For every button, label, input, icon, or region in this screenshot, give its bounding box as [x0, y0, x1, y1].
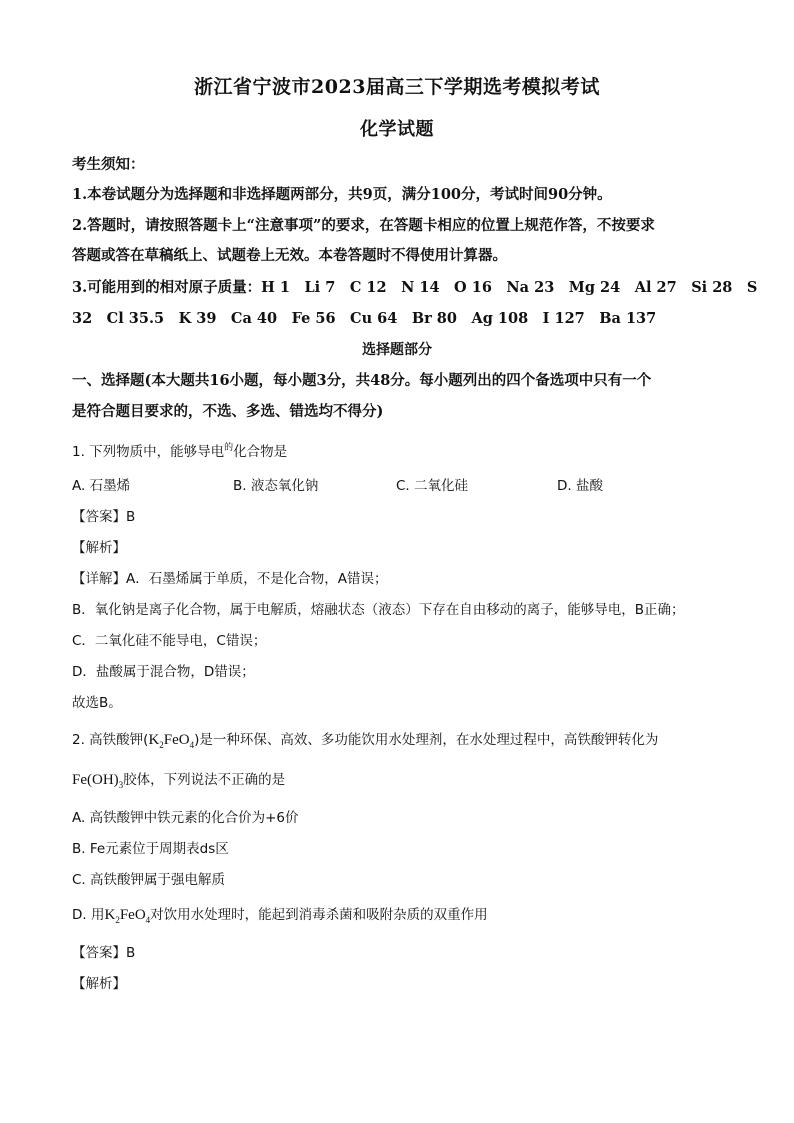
formula-feo-subscript: 4: [189, 740, 195, 750]
notice-heading: 考生须知：: [72, 156, 145, 173]
q2-option-d-part-b: 对饮用水处理时，能起到消毒杀菌和吸附杂质的双重作用: [150, 907, 488, 923]
exam-subtitle: 化学试题: [360, 119, 434, 140]
q2-analysis-label: 【解析】: [72, 976, 126, 992]
q1-option-b: B. 液态氧化钠: [233, 478, 319, 494]
q2-option-d: [72, 903, 488, 925]
notice-line-3: 答题或答在草稿纸上、试题卷上无效。本卷答题时不得使用计算器。: [72, 247, 507, 264]
formula-feoh-subscript: 3: [118, 780, 124, 790]
formula-k-subscript-d: 2: [115, 915, 120, 925]
q2-formula-feoh3: [72, 772, 123, 788]
q2-stem-line-1: [72, 728, 658, 750]
q2-formula-k2feo4: [148, 732, 194, 748]
formula-feo-subscript-d: 4: [145, 915, 151, 925]
formula-feoh: Fe(OH): [72, 772, 119, 788]
q1-stem-part-b: 化合物是: [233, 444, 288, 460]
q1-analysis-label: 【解析】: [72, 540, 126, 556]
part1-instruction-line-1: 一、选择题(本大题共16小题，每小题3分，共48分。每小题列出的四个备选项中只有一个: [72, 372, 652, 389]
q1-explanation-1: 【详解】A．石墨烯属于单质，不是化合物，A错误；: [72, 571, 388, 587]
q2-stem-part-a: 2. 高铁酸钾(: [72, 732, 149, 748]
q2-option-c: C. 高铁酸钾属于强电解质: [72, 872, 226, 888]
q2-stem-part-b: )是一种环保、高效、多功能饮用水处理剂，在水处理过程中，高铁酸钾转化为: [194, 732, 659, 748]
exam-title: 浙江省宁波市2023届高三下学期选考模拟考试: [194, 76, 600, 98]
q1-stem-superscript: 的: [224, 443, 234, 453]
formula-k-d: K: [104, 907, 116, 923]
q2-option-d-part-a: D. 用: [72, 907, 105, 923]
q2-stem-part-c: 胶体，下列说法不正确的是: [123, 772, 286, 788]
formula-k: K: [148, 732, 160, 748]
formula-feo-d: FeO: [119, 907, 146, 923]
q2-option-d-formula: [104, 907, 150, 923]
q1-explanation-3: C．二氧化硅不能导电，C错误；: [72, 633, 267, 649]
q1-stem-part-a: 1. 下列物质中，能够导电: [72, 444, 225, 460]
formula-k-subscript: 2: [159, 740, 164, 750]
q2-answer: 【答案】B: [72, 945, 136, 961]
q2-stem-line-2: [72, 768, 285, 790]
notice-line-4: 3.可能用到的相对原子质量：H 1 Li 7 C 12 N 14 O 16 Na 23 Mg 24 Al 27 Si 28 S: [72, 279, 758, 296]
q1-explanation-4: D．盐酸属于混合物，D错误；: [72, 664, 255, 680]
notice-line-5: 32 Cl 35.5 K 39 Ca 40 Fe 56 Cu 64 Br 80 Ag 108 I 127 Ba 137: [72, 310, 657, 327]
notice-line-2: 2.答题时，请按照答题卡上“注意事项”的要求，在答题卡相应的位置上规范作答，不按要求: [72, 217, 655, 234]
q1-option-c: C. 二氧化硅: [396, 478, 469, 494]
part1-instruction-line-2: 是符合题目要求的，不选、多选、错选均不得分): [72, 403, 384, 420]
section-title: 选择题部分: [362, 342, 432, 358]
q2-option-b: B. Fe元素位于周期表ds区: [72, 841, 229, 857]
q1-stem: [72, 440, 287, 460]
q1-answer: 【答案】B: [72, 509, 136, 525]
q1-explanation-2: B．氧化钠是离子化合物，属于电解质，熔融状态（液态）下存在自由移动的离子，能够导电，B正确；: [72, 602, 685, 618]
q1-option-a: A. 石墨烯: [72, 478, 131, 494]
q2-option-a: A. 高铁酸钾中铁元素的化合价为+6价: [72, 810, 299, 826]
q1-conclusion: 故选B。: [72, 695, 122, 711]
notice-line-1: 1.本卷试题分为选择题和非选择题两部分，共9页，满分100分，考试时间90分钟。: [72, 186, 612, 203]
formula-feo: FeO: [163, 732, 190, 748]
q1-option-d: D. 盐酸: [557, 478, 603, 494]
